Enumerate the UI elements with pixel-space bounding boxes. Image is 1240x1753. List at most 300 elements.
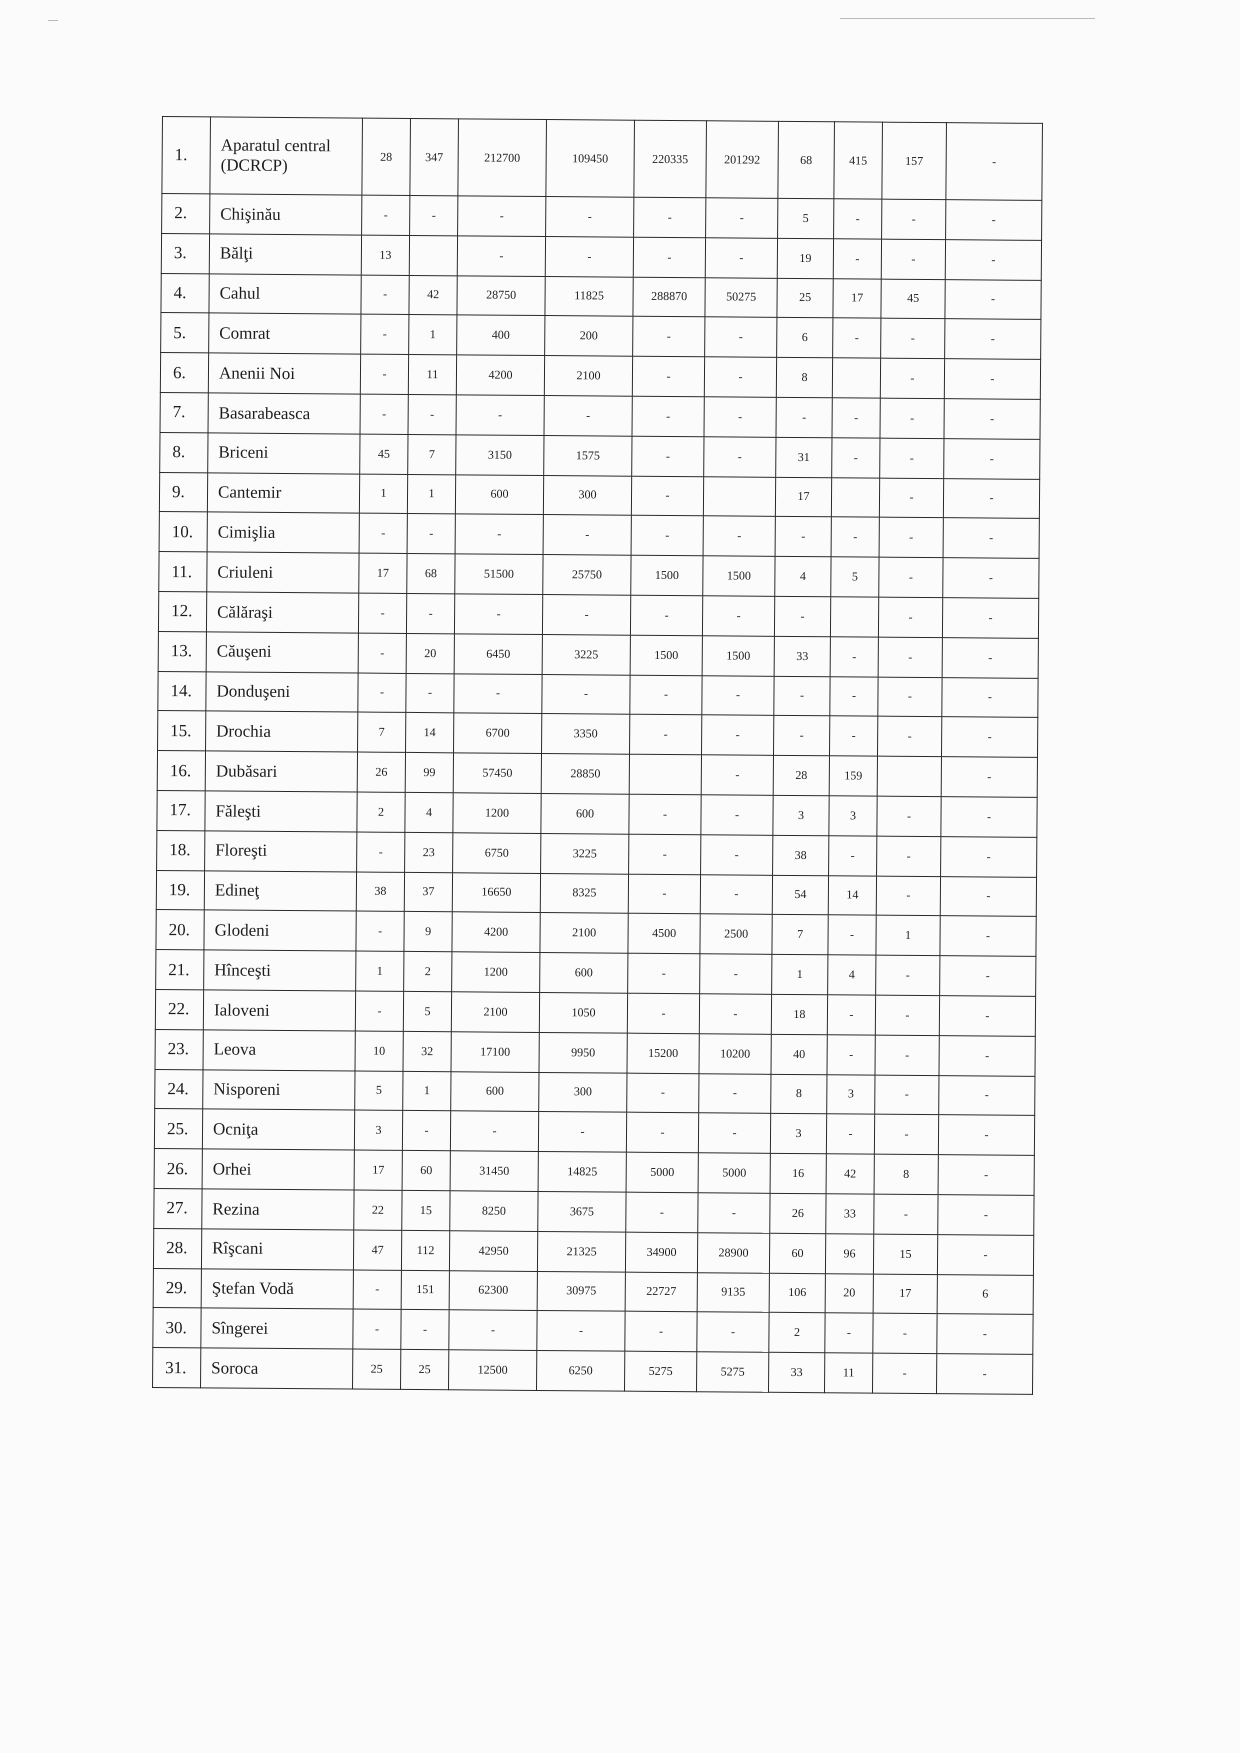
value-cell: 15200: [627, 1033, 699, 1073]
row-number: 24.: [155, 1069, 203, 1109]
value-cell: 3: [829, 796, 877, 836]
value-cell: 8: [771, 1074, 827, 1114]
value-cell: 10200: [699, 1033, 771, 1073]
value-cell: -: [628, 953, 700, 993]
value-cell: 3: [354, 1110, 402, 1150]
row-number: 2.: [162, 194, 210, 234]
value-cell: -: [936, 1354, 1032, 1395]
value-cell: 1: [876, 915, 940, 955]
value-cell: -: [702, 675, 774, 715]
value-cell: 33: [826, 1194, 874, 1234]
value-cell: 16650: [452, 872, 540, 912]
value-cell: -: [878, 597, 942, 637]
district-name: Glodeni: [204, 910, 356, 951]
value-cell: -: [881, 239, 945, 279]
value-cell: -: [538, 1112, 626, 1152]
value-cell: -: [943, 558, 1039, 599]
value-cell: 5275: [624, 1351, 696, 1391]
row-number: 19.: [156, 870, 204, 910]
value-cell: -: [877, 716, 941, 756]
value-cell: -: [406, 593, 454, 633]
value-cell: 1: [409, 315, 457, 355]
value-cell: -: [944, 399, 1040, 440]
value-cell: 600: [455, 474, 543, 514]
value-cell: 5000: [626, 1152, 698, 1192]
value-cell: -: [630, 595, 702, 635]
value-cell: -: [700, 954, 772, 994]
row-number: 17.: [157, 790, 205, 830]
value-cell: 47: [353, 1230, 401, 1270]
value-cell: 2: [357, 792, 405, 832]
district-name: Sîngerei: [201, 1308, 353, 1349]
value-cell: -: [698, 1193, 770, 1233]
value-cell: -: [875, 1035, 939, 1075]
value-cell: -: [832, 438, 880, 478]
value-cell: 14: [406, 713, 454, 753]
value-cell: 9135: [697, 1272, 769, 1312]
value-cell: -: [874, 1194, 938, 1234]
value-cell: 151: [401, 1270, 449, 1310]
value-cell: 30975: [537, 1271, 625, 1311]
value-cell: 4200: [456, 355, 544, 395]
value-cell: -: [458, 196, 546, 236]
value-cell: -: [703, 516, 775, 556]
value-cell: 8: [874, 1154, 938, 1194]
value-cell: 42: [409, 275, 457, 315]
value-cell: 17: [354, 1150, 402, 1190]
value-cell: -: [626, 1113, 698, 1153]
value-cell: -: [774, 676, 830, 716]
district-name: Ialoveni: [203, 990, 355, 1031]
value-cell: 4500: [628, 914, 700, 954]
value-cell: -: [632, 356, 704, 396]
value-cell: 68: [407, 554, 455, 594]
value-cell: -: [942, 598, 1038, 639]
value-cell: 13: [361, 235, 409, 275]
table-body: [153, 117, 1043, 1395]
row-number: 22.: [155, 989, 203, 1029]
value-cell: 1: [403, 1071, 451, 1111]
value-cell: 20: [825, 1273, 873, 1313]
value-cell: 6: [937, 1274, 1033, 1315]
value-cell: -: [701, 755, 773, 795]
value-cell: -: [705, 317, 777, 357]
value-cell: -: [408, 394, 456, 434]
value-cell: -: [701, 715, 773, 755]
value-cell: 20: [406, 633, 454, 673]
value-cell: -: [944, 438, 1040, 479]
table-row: [156, 870, 1036, 917]
value-cell: [831, 477, 879, 517]
value-cell: 5: [778, 198, 834, 238]
value-cell: -: [546, 197, 634, 237]
row-number: 7.: [160, 392, 208, 432]
value-cell: 1500: [702, 636, 774, 676]
value-cell: -: [878, 637, 942, 677]
value-cell: 8: [776, 358, 832, 398]
value-cell: -: [356, 911, 404, 951]
value-cell: 1050: [539, 992, 627, 1032]
table-row: [160, 392, 1040, 439]
value-cell: 15: [873, 1234, 937, 1274]
district-name: Orhei: [202, 1149, 354, 1190]
value-cell: 26: [357, 752, 405, 792]
row-number: 9.: [159, 472, 207, 512]
value-cell: 15: [402, 1190, 450, 1230]
value-cell: -: [544, 395, 632, 435]
value-cell: 99: [405, 753, 453, 793]
value-cell: -: [628, 874, 700, 914]
value-cell: -: [874, 1114, 938, 1154]
value-cell: -: [943, 478, 1039, 519]
value-cell: 5: [403, 991, 451, 1031]
district-name: Cimişlia: [207, 512, 359, 553]
row-number: 13.: [158, 631, 206, 671]
value-cell: -: [945, 239, 1041, 280]
value-cell: -: [627, 1073, 699, 1113]
table-row: [158, 631, 1038, 678]
value-cell: 23: [405, 832, 453, 872]
table-row: [159, 512, 1039, 559]
value-cell: -: [359, 513, 407, 553]
value-cell: [703, 476, 775, 516]
value-cell: -: [402, 1111, 450, 1151]
value-cell: -: [827, 995, 875, 1035]
table-row: [156, 950, 1036, 997]
value-cell: 17: [359, 553, 407, 593]
value-cell: 300: [539, 1072, 627, 1112]
value-cell: 1500: [630, 635, 702, 675]
table-row: [161, 313, 1041, 360]
value-cell: -: [629, 834, 701, 874]
value-cell: 109450: [546, 120, 635, 198]
value-cell: 157: [882, 122, 947, 200]
row-number: 30.: [153, 1308, 201, 1348]
value-cell: -: [407, 514, 455, 554]
value-cell: 5275: [696, 1352, 768, 1392]
scan-artifact-line: [840, 18, 1095, 19]
district-name: Ştefan Vodă: [201, 1268, 353, 1309]
table-row: [160, 353, 1040, 400]
table-row: [153, 1268, 1033, 1315]
value-cell: -: [631, 476, 703, 516]
value-cell: 2: [404, 952, 452, 992]
row-number: 25.: [154, 1109, 202, 1149]
value-cell: 7: [408, 434, 456, 474]
row-number: 26.: [154, 1149, 202, 1189]
value-cell: -: [828, 915, 876, 955]
value-cell: -: [940, 916, 1036, 957]
value-cell: -: [633, 317, 705, 357]
table-row: [157, 790, 1037, 837]
value-cell: 8250: [450, 1191, 538, 1231]
value-cell: 1500: [703, 556, 775, 596]
value-cell: 50275: [705, 277, 777, 317]
value-cell: -: [937, 1314, 1033, 1355]
value-cell: -: [353, 1270, 401, 1310]
value-cell: -: [629, 794, 701, 834]
value-cell: 14: [828, 875, 876, 915]
value-cell: -: [830, 637, 878, 677]
value-cell: -: [543, 515, 631, 555]
value-cell: 1200: [452, 952, 540, 992]
table-row: [156, 910, 1036, 957]
value-cell: 347: [410, 118, 459, 195]
row-number: 14.: [158, 671, 206, 711]
value-cell: -: [882, 199, 946, 239]
value-cell: -: [829, 836, 877, 876]
value-cell: -: [697, 1312, 769, 1352]
value-cell: -: [627, 993, 699, 1033]
value-cell: 400: [457, 315, 545, 355]
value-cell: -: [939, 996, 1035, 1037]
district-name: Rîşcani: [201, 1229, 353, 1270]
value-cell: -: [938, 1115, 1034, 1156]
value-cell: -: [945, 319, 1041, 360]
value-cell: 25: [777, 278, 833, 318]
district-name: Călăraşi: [206, 592, 358, 633]
value-cell: -: [454, 594, 542, 634]
district-name: Cahul: [209, 273, 361, 314]
district-name: Drochia: [206, 711, 358, 752]
value-cell: 3350: [542, 714, 630, 754]
value-cell: -: [942, 637, 1038, 678]
table-row: [161, 233, 1041, 280]
value-cell: -: [941, 836, 1037, 877]
value-cell: 11825: [545, 276, 633, 316]
row-number: 18.: [157, 830, 205, 870]
district-name: Chişinău: [210, 194, 362, 235]
value-cell: -: [401, 1310, 449, 1350]
value-cell: 28900: [697, 1232, 769, 1272]
table-row: [161, 273, 1041, 320]
district-name: Făleşti: [205, 791, 357, 832]
value-cell: 300: [543, 475, 631, 515]
value-cell: 28: [362, 118, 411, 195]
value-cell: -: [706, 198, 778, 238]
value-cell: 37: [404, 872, 452, 912]
value-cell: 57450: [453, 753, 541, 793]
value-cell: 4: [828, 955, 876, 995]
value-cell: 17: [833, 278, 881, 318]
value-cell: -: [945, 279, 1041, 320]
value-cell: 2: [769, 1313, 825, 1353]
value-cell: 6250: [537, 1351, 625, 1391]
value-cell: 40: [771, 1034, 827, 1074]
value-cell: 11: [408, 355, 456, 395]
value-cell: 62300: [449, 1270, 537, 1310]
value-cell: -: [940, 956, 1036, 997]
row-number: 15.: [158, 711, 206, 751]
district-data-table: [152, 116, 1043, 1395]
value-cell: 1575: [544, 435, 632, 475]
value-cell: -: [829, 716, 877, 756]
value-cell: -: [937, 1234, 1033, 1275]
value-cell: 7: [358, 712, 406, 752]
value-cell: 1: [356, 951, 404, 991]
value-cell: -: [358, 593, 406, 633]
value-cell: 3225: [542, 634, 630, 674]
value-cell: 45: [881, 279, 945, 319]
table-row: [154, 1149, 1034, 1196]
value-cell: -: [355, 991, 403, 1031]
value-cell: 1: [407, 474, 455, 514]
value-cell: -: [455, 514, 543, 554]
value-cell: -: [358, 633, 406, 673]
value-cell: 31: [776, 437, 832, 477]
value-cell: -: [877, 836, 941, 876]
table-row: [162, 117, 1043, 201]
value-cell: -: [825, 1313, 873, 1353]
value-cell: -: [358, 673, 406, 713]
table-row: [155, 1069, 1035, 1116]
value-cell: -: [701, 835, 773, 875]
value-cell: -: [880, 358, 944, 398]
value-cell: 60: [402, 1151, 450, 1191]
value-cell: 212700: [458, 119, 547, 197]
value-cell: -: [939, 1035, 1035, 1076]
value-cell: 5: [831, 557, 879, 597]
value-cell: -: [632, 396, 704, 436]
value-cell: 201292: [706, 121, 779, 199]
value-cell: -: [775, 517, 831, 557]
value-cell: 10: [355, 1031, 403, 1071]
value-cell: -: [830, 676, 878, 716]
value-cell: -: [360, 354, 408, 394]
value-cell: -: [630, 715, 702, 755]
value-cell: -: [361, 314, 409, 354]
value-cell: -: [702, 596, 774, 636]
value-cell: -: [877, 796, 941, 836]
value-cell: 25: [353, 1349, 401, 1389]
value-cell: -: [943, 518, 1039, 559]
value-cell: -: [833, 239, 881, 279]
value-cell: -: [879, 557, 943, 597]
value-cell: -: [410, 195, 458, 235]
value-cell: 159: [829, 756, 877, 796]
value-cell: 1: [359, 474, 407, 514]
district-name: Dubăsari: [205, 751, 357, 792]
value-cell: 17100: [451, 1032, 539, 1072]
value-cell: 3150: [456, 435, 544, 475]
district-name: Edineţ: [204, 870, 356, 911]
value-cell: 112: [401, 1230, 449, 1270]
value-cell: -: [938, 1155, 1034, 1196]
value-cell: 5: [355, 1071, 403, 1111]
value-cell: 22727: [625, 1272, 697, 1312]
value-cell: -: [542, 674, 630, 714]
value-cell: -: [941, 797, 1037, 838]
value-cell: -: [701, 795, 773, 835]
value-cell: 17: [873, 1274, 937, 1314]
value-cell: 3675: [538, 1191, 626, 1231]
value-cell: [830, 597, 878, 637]
value-cell: 9: [404, 912, 452, 952]
value-cell: -: [876, 955, 940, 995]
value-cell: 34900: [625, 1232, 697, 1272]
value-cell: 600: [451, 1071, 539, 1111]
value-cell: 3: [773, 795, 829, 835]
value-cell: -: [941, 757, 1037, 798]
value-cell: -: [878, 677, 942, 717]
value-cell: 6700: [454, 713, 542, 753]
row-number: 20.: [156, 910, 204, 950]
value-cell: 54: [772, 875, 828, 915]
value-cell: -: [632, 436, 704, 476]
value-cell: 2500: [700, 914, 772, 954]
district-name: Floreşti: [205, 831, 357, 872]
value-cell: -: [454, 673, 542, 713]
value-cell: 25750: [543, 555, 631, 595]
table-row: [159, 552, 1039, 599]
value-cell: 25: [401, 1350, 449, 1390]
value-cell: 14825: [538, 1152, 626, 1192]
value-cell: 33: [774, 636, 830, 676]
value-cell: -: [944, 359, 1040, 400]
value-cell: [629, 754, 701, 794]
value-cell: 9950: [539, 1032, 627, 1072]
value-cell: -: [626, 1192, 698, 1232]
value-cell: -: [631, 516, 703, 556]
row-number: 4.: [161, 273, 209, 313]
row-number: 6.: [160, 353, 208, 393]
value-cell: -: [938, 1195, 1034, 1236]
value-cell: -: [456, 395, 544, 435]
table-row: [155, 1029, 1035, 1076]
value-cell: -: [879, 478, 943, 518]
table-row: [153, 1228, 1033, 1275]
district-name: Ocniţa: [202, 1109, 354, 1150]
district-name: Donduşeni: [206, 671, 358, 712]
value-cell: 26: [770, 1193, 826, 1233]
value-cell: -: [940, 876, 1036, 917]
value-cell: -: [833, 318, 881, 358]
value-cell: 3: [770, 1114, 826, 1154]
value-cell: 22: [354, 1190, 402, 1230]
row-number: 31.: [153, 1348, 201, 1388]
table-row: [162, 194, 1042, 241]
table-row: [157, 830, 1037, 877]
row-number: 3.: [161, 233, 209, 273]
value-cell: 28: [773, 755, 829, 795]
district-name: Cantemir: [207, 472, 359, 513]
district-name: Nisporeni: [203, 1069, 355, 1110]
row-number: 1.: [162, 117, 211, 194]
value-cell: 6750: [453, 833, 541, 873]
value-cell: 17: [775, 477, 831, 517]
value-cell: 38: [773, 835, 829, 875]
value-cell: 600: [540, 953, 628, 993]
table-row: [158, 591, 1038, 638]
row-number: 10.: [159, 512, 207, 552]
value-cell: -: [834, 199, 882, 239]
district-name: Soroca: [201, 1348, 353, 1389]
value-cell: 42950: [449, 1231, 537, 1271]
district-name: Bălţi: [209, 234, 361, 275]
value-cell: [832, 358, 880, 398]
scan-artifact-line: [48, 20, 58, 21]
value-cell: 2100: [451, 992, 539, 1032]
value-cell: -: [881, 319, 945, 359]
row-number: 8.: [160, 432, 208, 472]
row-number: 11.: [159, 552, 207, 592]
value-cell: -: [705, 238, 777, 278]
value-cell: 12500: [449, 1350, 537, 1390]
district-name: Briceni: [208, 433, 360, 474]
value-cell: -: [946, 123, 1043, 201]
district-name: Anenii Noi: [208, 353, 360, 394]
value-cell: -: [704, 357, 776, 397]
